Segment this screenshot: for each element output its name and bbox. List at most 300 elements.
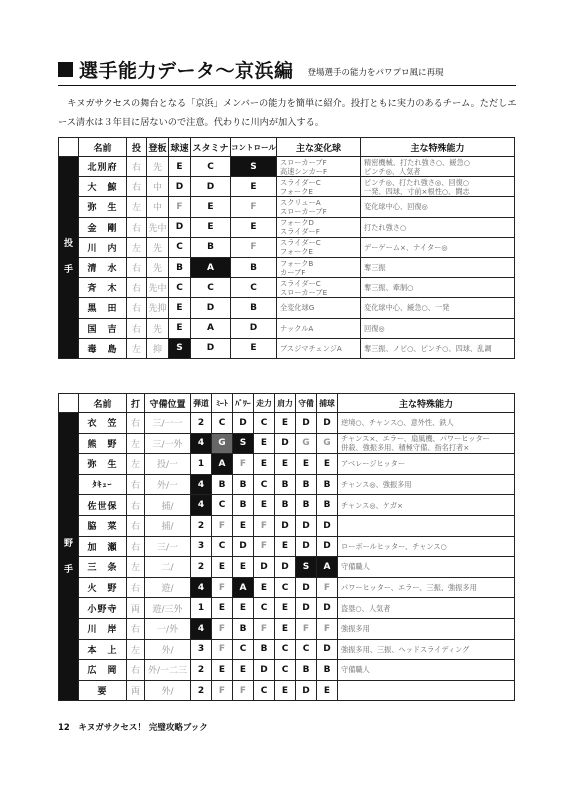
pitcher-pitches — [277, 278, 361, 298]
batter-grade: D — [317, 536, 338, 557]
batter-grade: F — [317, 577, 338, 598]
pitcher-speed: B — [169, 257, 191, 277]
batter-grade: B — [317, 474, 338, 495]
pitcher-side-label: 投 手 — [59, 157, 79, 359]
skills-text: アベレージヒッター — [341, 459, 406, 469]
pitcher-pitches — [277, 318, 361, 338]
batter-bats: 左 — [127, 433, 145, 454]
batter-bats: 右 — [127, 474, 145, 495]
batter-name: ﾀｷｭｰ — [79, 474, 127, 495]
batter-grade: C — [254, 474, 275, 495]
batter-grade: D — [275, 433, 296, 454]
batter-grade: E — [296, 454, 317, 475]
batter-grade: B — [296, 495, 317, 516]
table-row — [59, 217, 515, 237]
batter-grade: C — [275, 660, 296, 681]
batter-skills — [338, 495, 515, 516]
batter-bats: 両 — [127, 598, 145, 619]
batter-grade: B — [233, 495, 254, 516]
pitches-text: ブスジマチェンジA — [280, 343, 342, 353]
batter-position: 一/外 — [145, 618, 191, 639]
table-row — [59, 298, 515, 318]
batter-skills — [338, 598, 515, 619]
batter-header: 打 — [127, 394, 145, 413]
batter-grade: E — [275, 536, 296, 557]
header-corner — [59, 138, 79, 157]
batter-grade: D — [233, 413, 254, 434]
pitcher-name: 弥 生 — [79, 197, 127, 217]
skills-text: 逆境○、チャンス○、意外性、鉄人 — [341, 418, 454, 428]
batter-grade: C — [296, 639, 317, 660]
batter-grade: B — [275, 474, 296, 495]
title-square-icon — [58, 62, 73, 77]
pitcher-speed: D — [169, 177, 191, 197]
pitches-text: ナックルA — [280, 323, 314, 333]
batter-grade: B — [296, 474, 317, 495]
skills-text: 守備職人 — [341, 665, 370, 675]
batter-header: ﾊﾟﾜｰ — [233, 394, 254, 413]
batter-grade: B — [233, 474, 254, 495]
batter-skills — [338, 680, 515, 701]
batter-bats: 右 — [127, 413, 145, 434]
batter-position: 捕/ — [145, 515, 191, 536]
batter-grade: F — [212, 577, 233, 598]
pitches-text: スライダーC フォークE — [280, 177, 321, 196]
pitcher-stamina: B — [191, 237, 231, 257]
pitcher-name: 国 吉 — [79, 318, 127, 338]
batter-grade: D — [317, 413, 338, 434]
skills-text: 奪三振、ノビ○、ピンチ○、四球、乱調 — [364, 343, 492, 353]
pitcher-speed: E — [169, 318, 191, 338]
batter-grade: 4 — [191, 474, 212, 495]
pitcher-hand: 左 — [127, 338, 147, 358]
intro-paragraph: キヌガサクセスの舞台となる「京浜」メンバーの能力を簡単に紹介。投打ともに実力のあるチーム。ただしエース清水は３年目に居ないので注意。代わりに川内が加入する。 — [58, 98, 517, 128]
batter-grade: C — [233, 639, 254, 660]
batter-skills — [338, 577, 515, 598]
pitcher-speed: D — [169, 217, 191, 237]
batter-name: 三 条 — [79, 557, 127, 578]
pitcher-pitches — [277, 298, 361, 318]
batter-position: 三/一 — [145, 536, 191, 557]
table-row — [59, 413, 515, 434]
batter-grade: 1 — [191, 454, 212, 475]
table-row — [59, 536, 515, 557]
batter-name: 脇 菜 — [79, 515, 127, 536]
batter-name: 小野寺 — [79, 598, 127, 619]
batter-grade: D — [296, 680, 317, 701]
pitcher-role: 先 — [147, 237, 169, 257]
batter-grade: F — [254, 536, 275, 557]
batter-bats: 右 — [127, 515, 145, 536]
batter-grade: D — [317, 639, 338, 660]
batter-header: 主な特殊能力 — [338, 394, 515, 413]
batter-grade: E — [212, 557, 233, 578]
batter-grade: D — [296, 598, 317, 619]
batter-grade: F — [212, 639, 233, 660]
batter-grade: F — [212, 618, 233, 639]
skills-text: チャンス◎、ケガ× — [341, 500, 404, 510]
skills-text: デーゲーム×、ナイター◎ — [364, 242, 448, 252]
batter-grade: B — [254, 639, 275, 660]
table-row — [59, 278, 515, 298]
batter-grade: F — [254, 618, 275, 639]
skills-text: 回復◎ — [364, 323, 385, 333]
batter-name: 火 野 — [79, 577, 127, 598]
pitcher-hand: 右 — [127, 257, 147, 277]
batter-grade: A — [212, 454, 233, 475]
batter-name: 熊 野 — [79, 433, 127, 454]
pitcher-skills — [361, 298, 515, 318]
skills-text: 変化球中心、緩急○、一発 — [364, 303, 450, 313]
pitcher-hand: 右 — [127, 298, 147, 318]
batter-grade: C — [212, 495, 233, 516]
batter-grade: E — [275, 598, 296, 619]
batter-grade: 3 — [191, 536, 212, 557]
pitcher-role: 中 — [147, 177, 169, 197]
table-row — [59, 237, 515, 257]
table-row — [59, 177, 515, 197]
batter-grade: E — [254, 577, 275, 598]
batter-grade: B — [233, 618, 254, 639]
batter-grade: F — [254, 515, 275, 536]
batter-skills — [338, 454, 515, 475]
batter-grade: C — [254, 413, 275, 434]
pitches-text: フォークB カーブF — [280, 258, 314, 277]
batter-grade: E — [233, 515, 254, 536]
table-row — [59, 557, 515, 578]
batter-grade: E — [275, 454, 296, 475]
pitcher-pitches — [277, 338, 361, 358]
batter-bats: 右 — [127, 660, 145, 681]
batter-grade: E — [275, 680, 296, 701]
pitcher-stamina: E — [191, 217, 231, 237]
pitcher-pitches — [277, 257, 361, 277]
table-row — [59, 639, 515, 660]
batter-grade: F — [233, 680, 254, 701]
batter-skills — [338, 660, 515, 681]
batter-grade: C — [212, 413, 233, 434]
pitcher-name: 川 内 — [79, 237, 127, 257]
batter-bats: 右 — [127, 495, 145, 516]
skills-text: 盗塁○、人気者 — [341, 603, 391, 613]
table-row — [59, 474, 515, 495]
pitcher-stamina: C — [191, 278, 231, 298]
batter-grade: E — [212, 660, 233, 681]
pitcher-speed: S — [169, 338, 191, 358]
batter-position: 投/一 — [145, 454, 191, 475]
pitcher-header: 主な特殊能力 — [361, 138, 515, 157]
batter-grade: B — [296, 660, 317, 681]
batter-grade: B — [212, 474, 233, 495]
pitcher-name: 斉 木 — [79, 278, 127, 298]
batter-grade: D — [296, 577, 317, 598]
batter-grade: C — [254, 680, 275, 701]
pitcher-hand: 右 — [127, 318, 147, 338]
skills-text: チャンス×、エラー、扇風機、パワーヒッター 併殺、強振多用、積極守備、指名打者× — [341, 434, 490, 453]
batter-name: 弥 生 — [79, 454, 127, 475]
batter-bats: 右 — [127, 536, 145, 557]
pitcher-role: 先 — [147, 318, 169, 338]
pitches-text: 全変化球G — [280, 303, 315, 313]
pitcher-header: 登板 — [147, 138, 169, 157]
pitcher-hand: 右 — [127, 217, 147, 237]
pitcher-hand: 右 — [127, 157, 147, 177]
batter-grade: D — [296, 515, 317, 536]
batter-grade: F — [317, 618, 338, 639]
batter-position: 外/ — [145, 639, 191, 660]
table-row — [59, 577, 515, 598]
header-corner — [59, 394, 79, 413]
batter-grade: D — [233, 536, 254, 557]
batter-grade: G — [212, 433, 233, 454]
batter-bats: 右 — [127, 577, 145, 598]
table-row — [59, 338, 515, 358]
skills-text: 強振多用、三振、ヘッドスライディング — [341, 644, 470, 654]
batter-grade: 2 — [191, 557, 212, 578]
skills-text: 変化球中心、回復◎ — [364, 202, 428, 212]
pitcher-name: 金 剛 — [79, 217, 127, 237]
pitcher-stamina: A — [191, 257, 231, 277]
skills-text: 強振多用 — [341, 624, 370, 634]
table-row — [59, 515, 515, 536]
batter-grade: 3 — [191, 639, 212, 660]
batter-grade: D — [317, 515, 338, 536]
pitcher-control: D — [231, 318, 277, 338]
pitcher-speed: E — [169, 298, 191, 318]
batter-name: 佐世保 — [79, 495, 127, 516]
batter-table — [58, 393, 515, 701]
batter-grade: E — [275, 413, 296, 434]
table-row — [59, 318, 515, 338]
pitcher-name: 大 鯨 — [79, 177, 127, 197]
batter-grade: E — [254, 454, 275, 475]
pitcher-skills — [361, 318, 515, 338]
pitcher-pitches — [277, 237, 361, 257]
pitcher-skills — [361, 278, 515, 298]
skills-text: チャンス◎、強振多用 — [341, 480, 412, 490]
table-row — [59, 433, 515, 454]
batter-grade: D — [317, 598, 338, 619]
table-row — [59, 660, 515, 681]
pitcher-header: スタミナ — [191, 138, 231, 157]
batter-grade: E — [233, 660, 254, 681]
pitcher-speed: E — [169, 157, 191, 177]
table-row — [59, 680, 515, 701]
batter-grade: 1 — [191, 598, 212, 619]
batter-grade: 2 — [191, 680, 212, 701]
table-row — [59, 495, 515, 516]
pitcher-control: E — [231, 217, 277, 237]
skills-text: 奪三振、牽制○ — [364, 283, 414, 293]
batter-grade: D — [275, 515, 296, 536]
batter-skills — [338, 536, 515, 557]
batter-side-label: 野 手 — [59, 413, 79, 701]
batter-grade: 4 — [191, 618, 212, 639]
batter-bats: 左 — [127, 557, 145, 578]
page-title: 選手能力データ〜京浜編 — [79, 60, 294, 82]
pitcher-skills — [361, 217, 515, 237]
page-footer: 12 キヌガサクセス！ 完璧攻略ブック — [58, 723, 208, 733]
batter-grade: D — [254, 660, 275, 681]
pitcher-name: 北別府 — [79, 157, 127, 177]
pitcher-control: F — [231, 197, 277, 217]
pitcher-speed: C — [169, 237, 191, 257]
pitcher-table — [58, 137, 515, 359]
pitcher-name: 黒 田 — [79, 298, 127, 318]
pitcher-control: E — [231, 177, 277, 197]
batter-header: ﾐｰﾄ — [212, 394, 233, 413]
pitcher-name: 毒 島 — [79, 338, 127, 358]
batter-skills — [338, 474, 515, 495]
table-row — [59, 454, 515, 475]
batter-grade: B — [317, 660, 338, 681]
batter-grade: S — [296, 557, 317, 578]
pitches-text: スライダーC スローカーブE — [280, 278, 328, 297]
pitcher-role: 抑 — [147, 338, 169, 358]
table-row — [59, 257, 515, 277]
batter-grade: C — [254, 598, 275, 619]
skills-text: 奪三振 — [364, 263, 386, 273]
table-row — [59, 157, 515, 177]
pitches-text: スライダーC フォークE — [280, 238, 321, 257]
batter-skills — [338, 557, 515, 578]
pitcher-skills — [361, 237, 515, 257]
pitcher-header: 名前 — [79, 138, 127, 157]
batter-skills — [338, 515, 515, 536]
skills-text: 精密機械、打たれ強さ○、緩急○ ピンチ◎、人気者 — [364, 157, 470, 176]
pitcher-hand: 左 — [127, 237, 147, 257]
batter-bats: 左 — [127, 639, 145, 660]
batter-grade: B — [317, 495, 338, 516]
batter-header: 走力 — [254, 394, 275, 413]
skills-text: ローボールヒッター、チャンス○ — [341, 541, 447, 551]
batter-grade: C — [275, 577, 296, 598]
batter-header: 弾道 — [191, 394, 212, 413]
batter-bats: 左 — [127, 454, 145, 475]
batter-grade: E — [233, 598, 254, 619]
batter-header: 名前 — [79, 394, 127, 413]
table-row — [59, 618, 515, 639]
batter-position: 遊/ — [145, 577, 191, 598]
batter-position: 遊/三外 — [145, 598, 191, 619]
batter-skills — [338, 618, 515, 639]
pitcher-stamina: A — [191, 318, 231, 338]
batter-name: 本 上 — [79, 639, 127, 660]
batter-grade: D — [275, 557, 296, 578]
batter-grade: F — [212, 680, 233, 701]
pitcher-control: E — [231, 338, 277, 358]
batter-skills — [338, 639, 515, 660]
batter-position: 外/一 — [145, 474, 191, 495]
batter-grade: A — [233, 577, 254, 598]
title-divider — [58, 85, 516, 86]
pitches-text: スクリューA スローカーブF — [280, 197, 327, 216]
skills-text: パワーヒッター、エラー、三振、強振多用 — [341, 583, 477, 593]
batter-position: 二/ — [145, 557, 191, 578]
pitcher-name: 清 水 — [79, 257, 127, 277]
batter-name: 衣 笠 — [79, 413, 127, 434]
batter-grade: B — [275, 495, 296, 516]
pitcher-speed: F — [169, 197, 191, 217]
pitcher-skills — [361, 197, 515, 217]
batter-position: 捕/ — [145, 495, 191, 516]
batter-skills — [338, 433, 515, 454]
pitcher-hand: 右 — [127, 278, 147, 298]
pitcher-pitches — [277, 177, 361, 197]
pitcher-role: 先抑 — [147, 298, 169, 318]
batter-grade: E — [254, 495, 275, 516]
pitcher-stamina: E — [191, 197, 231, 217]
batter-header: 肩力 — [275, 394, 296, 413]
batter-position: 外/ — [145, 680, 191, 701]
batter-grade: 4 — [191, 577, 212, 598]
pitcher-skills — [361, 177, 515, 197]
pitcher-role: 先中 — [147, 217, 169, 237]
batter-position: 三/一一 — [145, 413, 191, 434]
pitcher-header: 投 — [127, 138, 147, 157]
skills-text: 打たれ強さ○ — [364, 222, 407, 232]
batter-bats: 右 — [127, 618, 145, 639]
pitcher-hand: 右 — [127, 177, 147, 197]
pitcher-skills — [361, 338, 515, 358]
batter-grade: F — [233, 454, 254, 475]
pitches-text: フォークD スライダーF — [280, 218, 320, 237]
pitcher-role: 先 — [147, 157, 169, 177]
batter-position: 外/一二三 — [145, 660, 191, 681]
batter-grade: E — [212, 598, 233, 619]
pitcher-role: 中 — [147, 197, 169, 217]
batter-name: 広 岡 — [79, 660, 127, 681]
batter-grade: C — [212, 536, 233, 557]
skills-text: 守備職人 — [341, 562, 370, 572]
batter-grade: E — [317, 680, 338, 701]
batter-grade: 2 — [191, 660, 212, 681]
batter-grade: 4 — [191, 433, 212, 454]
pitcher-control: S — [231, 157, 277, 177]
pitcher-stamina: D — [191, 338, 231, 358]
batter-grade: E — [317, 454, 338, 475]
pitcher-header: 球速 — [169, 138, 191, 157]
pitcher-pitches — [277, 157, 361, 177]
batter-name: 要 — [79, 680, 127, 701]
pitcher-control: F — [231, 237, 277, 257]
batter-grade: S — [233, 433, 254, 454]
batter-name: 加 瀬 — [79, 536, 127, 557]
batter-grade: 2 — [191, 413, 212, 434]
title-row — [58, 55, 518, 83]
batter-grade: A — [317, 557, 338, 578]
table-row — [59, 197, 515, 217]
batter-grade: E — [275, 618, 296, 639]
batter-grade: F — [212, 515, 233, 536]
batter-grade: D — [296, 536, 317, 557]
pitcher-role: 先中 — [147, 278, 169, 298]
pitcher-stamina: D — [191, 177, 231, 197]
batter-grade: E — [254, 433, 275, 454]
skills-text: ピンチ◎、打たれ強さ◎、回復○ 一発、四球、寸前×根性○、闘志 — [364, 177, 470, 196]
batter-header: 守備 — [296, 394, 317, 413]
pitcher-control: B — [231, 257, 277, 277]
pitcher-pitches — [277, 217, 361, 237]
batter-header: 守備位置 — [145, 394, 191, 413]
pitcher-control: B — [231, 298, 277, 318]
batter-grade: G — [296, 433, 317, 454]
pitcher-hand: 左 — [127, 197, 147, 217]
batter-position: 三/一外 — [145, 433, 191, 454]
pitcher-skills — [361, 157, 515, 177]
batter-bats: 両 — [127, 680, 145, 701]
batter-grade: F — [296, 618, 317, 639]
